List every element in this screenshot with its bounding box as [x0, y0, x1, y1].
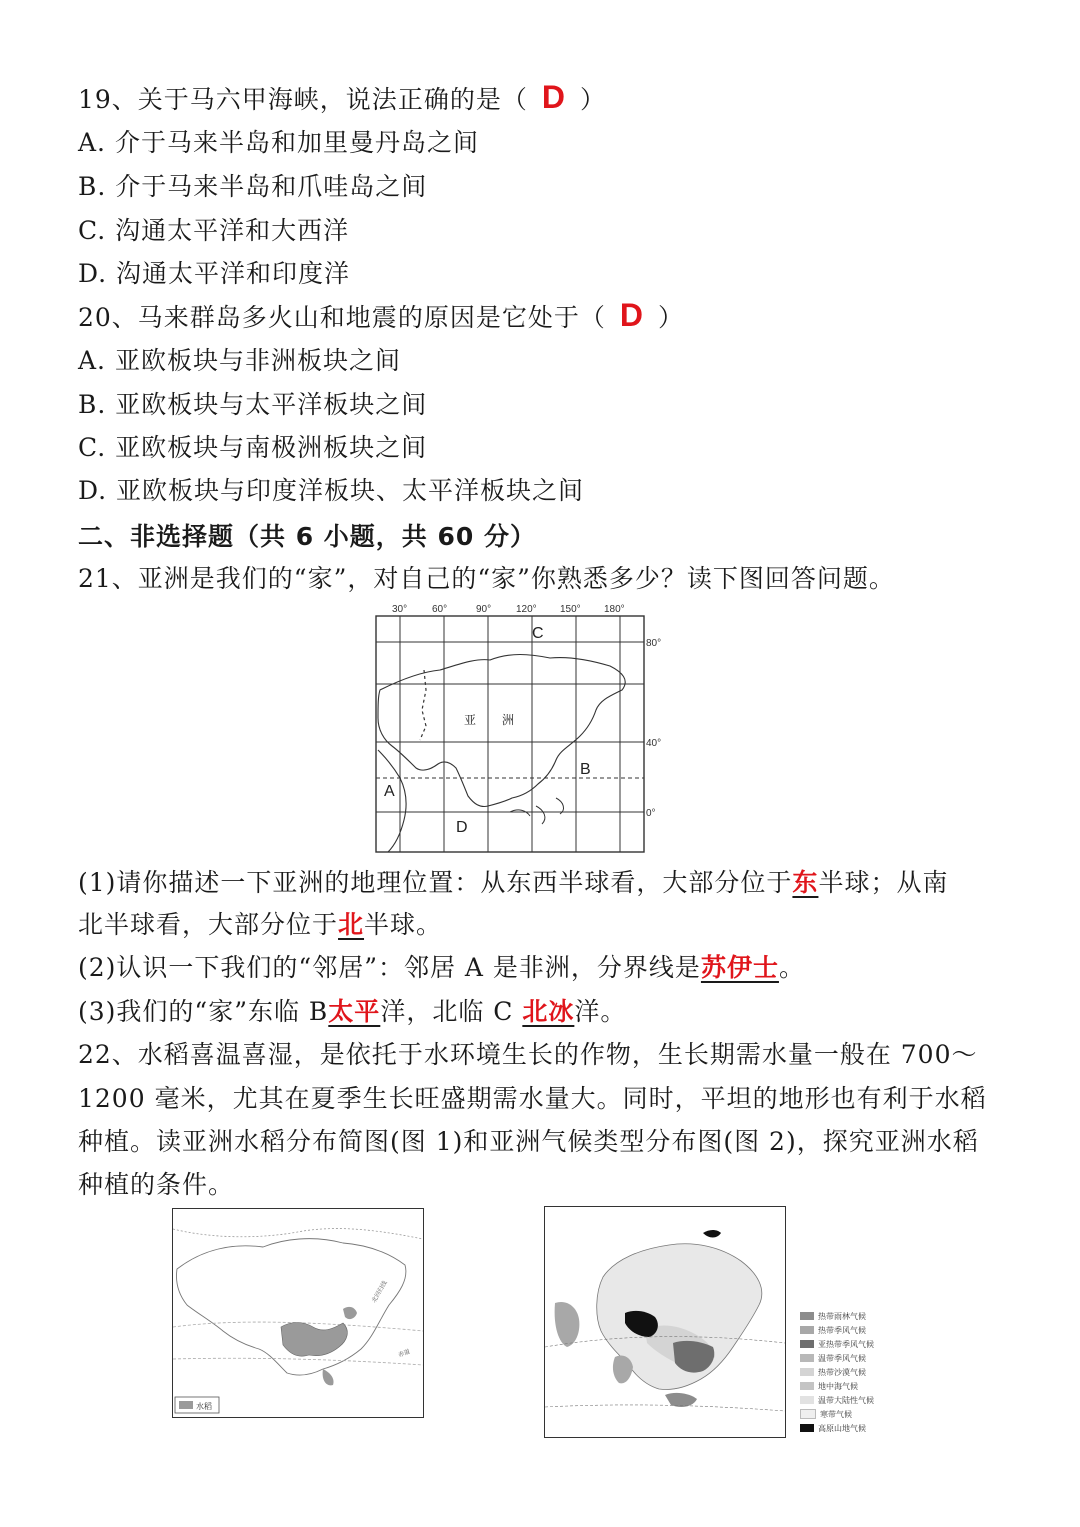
q22-line: 种植。读亚洲水稻分布简图(图 1)和亚洲气候类型分布图(图 2)，探究亚洲水稻 [78, 1127, 979, 1156]
answer-east: 东 [792, 869, 819, 897]
answer-arctic: 北冰 [522, 998, 575, 1026]
legend-label: 热带雨林气候 [818, 1311, 866, 1321]
q21-stem: 21、亚洲是我们的“家”，对自己的“家”你熟悉多少？读下图回答问题。 [78, 564, 895, 593]
legend-swatch [800, 1312, 814, 1320]
lon-label: 120° [516, 604, 537, 615]
q22-line: 22、水稻喜温喜湿，是依托于水环境生长的作物，生长期需水量一般在 700～ [78, 1040, 978, 1069]
continent-label: 亚 [464, 713, 477, 727]
legend-swatch [800, 1382, 814, 1390]
lat-label: 80° [646, 638, 662, 649]
legend-label: 亚热带季风气候 [818, 1339, 874, 1349]
q21-part1: (1)请你描述一下亚洲的地理位置：从东西半球看，大部分位于东半球；从南 [78, 868, 949, 897]
q22-line: 1200 毫米，尤其在夏季生长旺盛期需水量大。同时，平坦的地形也有利于水稻 [78, 1084, 987, 1113]
legend-item [800, 1421, 920, 1435]
lat-label: 40° [646, 738, 662, 749]
q19-option-b: B. 介于马来半岛和爪哇岛之间 [78, 172, 428, 201]
legend-swatch [800, 1424, 814, 1432]
answer-north: 北 [338, 911, 365, 939]
legend-label: 地中海气候 [818, 1381, 858, 1391]
answer-pacific: 太平 [328, 998, 381, 1026]
legend-item [800, 1407, 920, 1421]
q22-line: 种植的条件。 [78, 1170, 235, 1199]
q20-option-d: D. 亚欧板块与印度洋板块、太平洋板块之间 [78, 476, 585, 505]
rice-map-coast [176, 1239, 405, 1375]
continent-label: 洲 [502, 713, 515, 727]
legend-label: 寒带气候 [820, 1409, 852, 1419]
q20-option-a: A. 亚欧板块与非洲板块之间 [78, 346, 401, 375]
climate-legend [800, 1309, 920, 1435]
legend-item [800, 1365, 920, 1379]
label-a: A [384, 783, 395, 800]
label-d: D [456, 819, 468, 836]
legend-swatch [800, 1368, 814, 1376]
q20-answer: D [619, 297, 644, 333]
legend-label: 热带沙漠气候 [818, 1367, 866, 1377]
climate-map [544, 1206, 786, 1438]
lon-label: 150° [560, 604, 581, 615]
map-frame [376, 616, 644, 852]
legend-swatch [800, 1354, 814, 1362]
q19-answer: D [541, 79, 566, 115]
climate-map-svg [545, 1207, 785, 1437]
lon-label: 90° [476, 604, 492, 615]
legend-item [800, 1393, 920, 1407]
rice-distribution-map [172, 1208, 424, 1418]
legend-item [800, 1337, 920, 1351]
q20-stem: 20、马来群岛多火山和地震的原因是它处于（ D ） [78, 297, 684, 333]
answer-suez: 苏伊士 [700, 954, 779, 982]
q21-part3: (3)我们的“家”东临 B太平洋，北临 C 北冰洋。 [78, 997, 627, 1026]
legend-label: 热带季风气候 [818, 1325, 866, 1335]
legend-item [800, 1379, 920, 1393]
label-b: B [580, 761, 591, 778]
lon-label: 30° [392, 604, 408, 615]
section-title: 二、非选择题（共 6 小题，共 60 分） [78, 522, 537, 551]
q21-part1-cont: 北半球看，大部分位于北半球。 [78, 910, 443, 939]
lon-label: 60° [432, 604, 448, 615]
q19-option-a: A. 介于马来半岛和加里曼丹岛之间 [78, 128, 479, 157]
q19-option-d: D. 沟通太平洋和印度洋 [78, 259, 351, 288]
rice-area [281, 1323, 347, 1357]
q20-option-c: C. 亚欧板块与南极洲板块之间 [78, 433, 428, 462]
q19-stem: 19、关于马六甲海峡，说法正确的是（ D ） [78, 79, 606, 115]
q19-option-c: C. 沟通太平洋和大西洋 [78, 216, 350, 245]
label-c: C [532, 625, 544, 642]
q20-option-b: B. 亚欧板块与太平洋板块之间 [78, 390, 428, 419]
rice-legend-label: 水稻 [196, 1402, 212, 1411]
legend-label: 温带大陆性气候 [818, 1395, 874, 1405]
legend-label: 温带季风气候 [818, 1353, 866, 1363]
legend-swatch [800, 1409, 816, 1419]
lon-label: 180° [604, 604, 625, 615]
rice-map-svg [173, 1209, 423, 1417]
equator-label: 赤道 [397, 1348, 411, 1359]
legend-swatch [800, 1340, 814, 1348]
legend-swatch [800, 1396, 814, 1404]
legend-item [800, 1351, 920, 1365]
asia-map [360, 600, 680, 860]
legend-swatch [800, 1326, 814, 1334]
legend-item [800, 1323, 920, 1337]
q21-part2: (2)认识一下我们的“邻居”：邻居 A 是非洲，分界线是苏伊士。 [78, 953, 805, 982]
legend-item [800, 1309, 920, 1323]
rice-legend-swatch [179, 1401, 193, 1409]
legend-label: 高原山地气候 [818, 1423, 866, 1433]
lat-label: 0° [646, 808, 656, 819]
tropic-label: 北回归线 [370, 1279, 389, 1304]
